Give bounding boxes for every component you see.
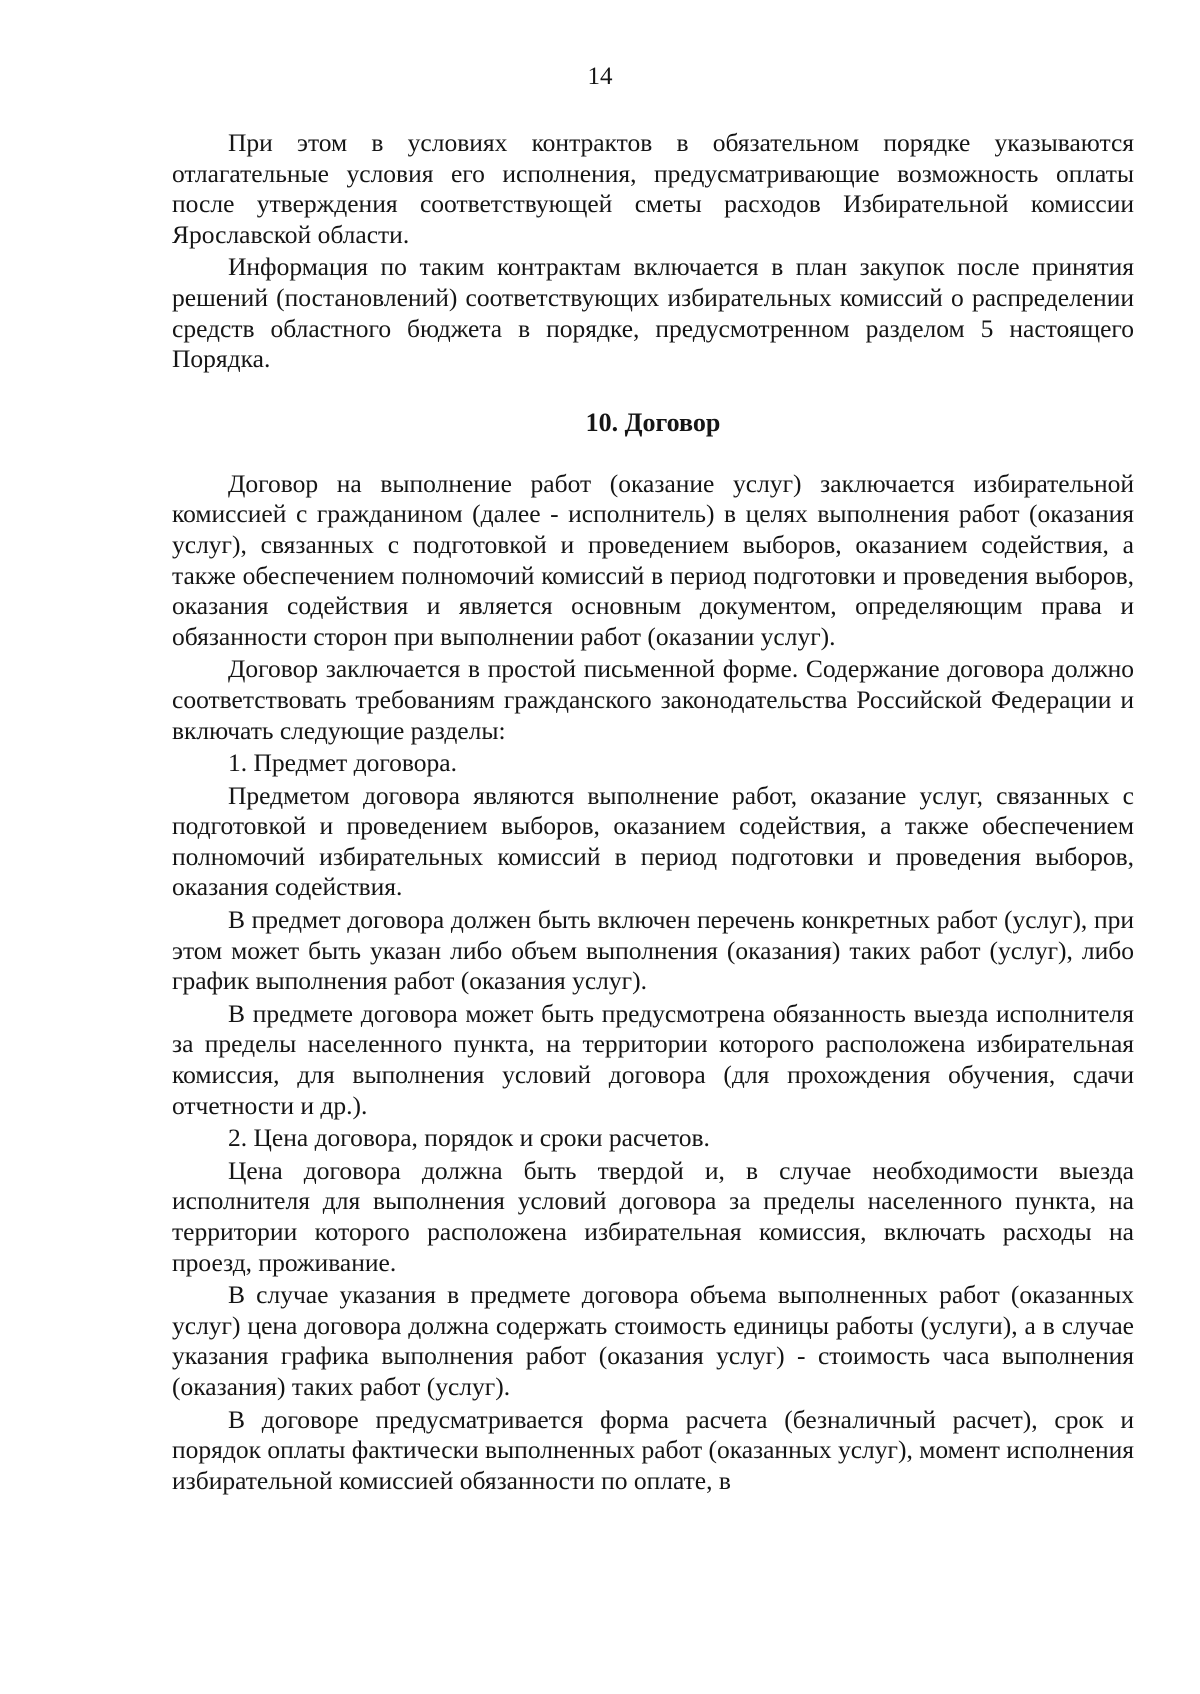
body-paragraph: Предметом договора являются выполнение работ, оказание услуг, связанных с подготовкой и проведением выборов, оказанием содействия, а также обеспечением полномочий избирательных комиссий в период подготовки и проведения выборов, оказания содействия.	[172, 780, 1134, 902]
body-paragraph: В договоре предусматривается форма расчета (безналичный расчет), срок и порядок оплаты фактически выполненных работ (оказанных услуг), момент исполнения избирательной комиссией обязанности по оплате, в	[172, 1404, 1134, 1495]
body-paragraph: В предмет договора должен быть включен перечень конкретных работ (услуг), при этом может быть указан либо объем выполнения (оказания) таких работ (услуг), либо график выполнения работ (оказания услуг).	[172, 905, 1134, 996]
body-paragraph: 2. Цена договора, порядок и сроки расчетов.	[228, 1123, 710, 1153]
body-paragraph: 1. Предмет договора.	[228, 748, 457, 778]
body-paragraph: В предмете договора может быть предусмотрена обязанность выезда исполнителя за пределы населенного пункта, на территории которого расположена избирательная комиссия, для выполнения условий договора (для прохождения обучения, сдачи отчетности и др.).	[172, 998, 1134, 1120]
body-paragraph: В случае указания в предмете договора объема выполненных работ (оказанных услуг) цена договора должна содержать стоимость единицы работы (услуги), а в случае указания графика выполнения работ (оказания услуг) - стоимость часа выполнения (оказания) таких работ (услуг).	[172, 1280, 1134, 1401]
body-paragraph: Цена договора должна быть твердой и, в случае необходимости выезда исполнителя для выполнения условий договора за пределы населенного пункта, на территории которого расположена избирательная комиссия, включать расходы на проезд, проживание.	[172, 1155, 1134, 1277]
body-paragraph: Договор на выполнение работ (оказание услуг) заключается избирательной комиссией с гражданином (далее - исполнитель) в целях выполнения работ (оказания услуг), связанных с подготовкой и проведением выборов, оказанием содействия, а также обеспечением полномочий комиссий в период подготовки и проведения выборов, оказания содействия и является основным документом, определяющим права и обязанности сторон при выполнении работ (оказании услуг).	[172, 468, 1134, 651]
document-body	[172, 128, 1134, 1496]
body-paragraph: Информация по таким контрактам включается в план закупок после принятия решений (постановлений) соответствующих избирательных комиссий о распределении средств областного бюджета в порядке, предусмотренном разделом 5 настоящего Порядка.	[172, 252, 1134, 374]
body-paragraph: Договор заключается в простой письменной форме. Содержание договора должно соответствовать требованиям гражданского законодательства Российской Федерации и включать следующие разделы:	[172, 654, 1134, 745]
body-paragraph: При этом в условиях контрактов в обязательном порядке указываются отлагательные условия его исполнения, предусматривающие возможность оплаты после утверждения соответствующей сметы расходов Избирательной комиссии Ярославской области.	[172, 128, 1134, 249]
section-heading: 10. Договор	[585, 407, 721, 437]
page-number: 14	[587, 63, 613, 90]
